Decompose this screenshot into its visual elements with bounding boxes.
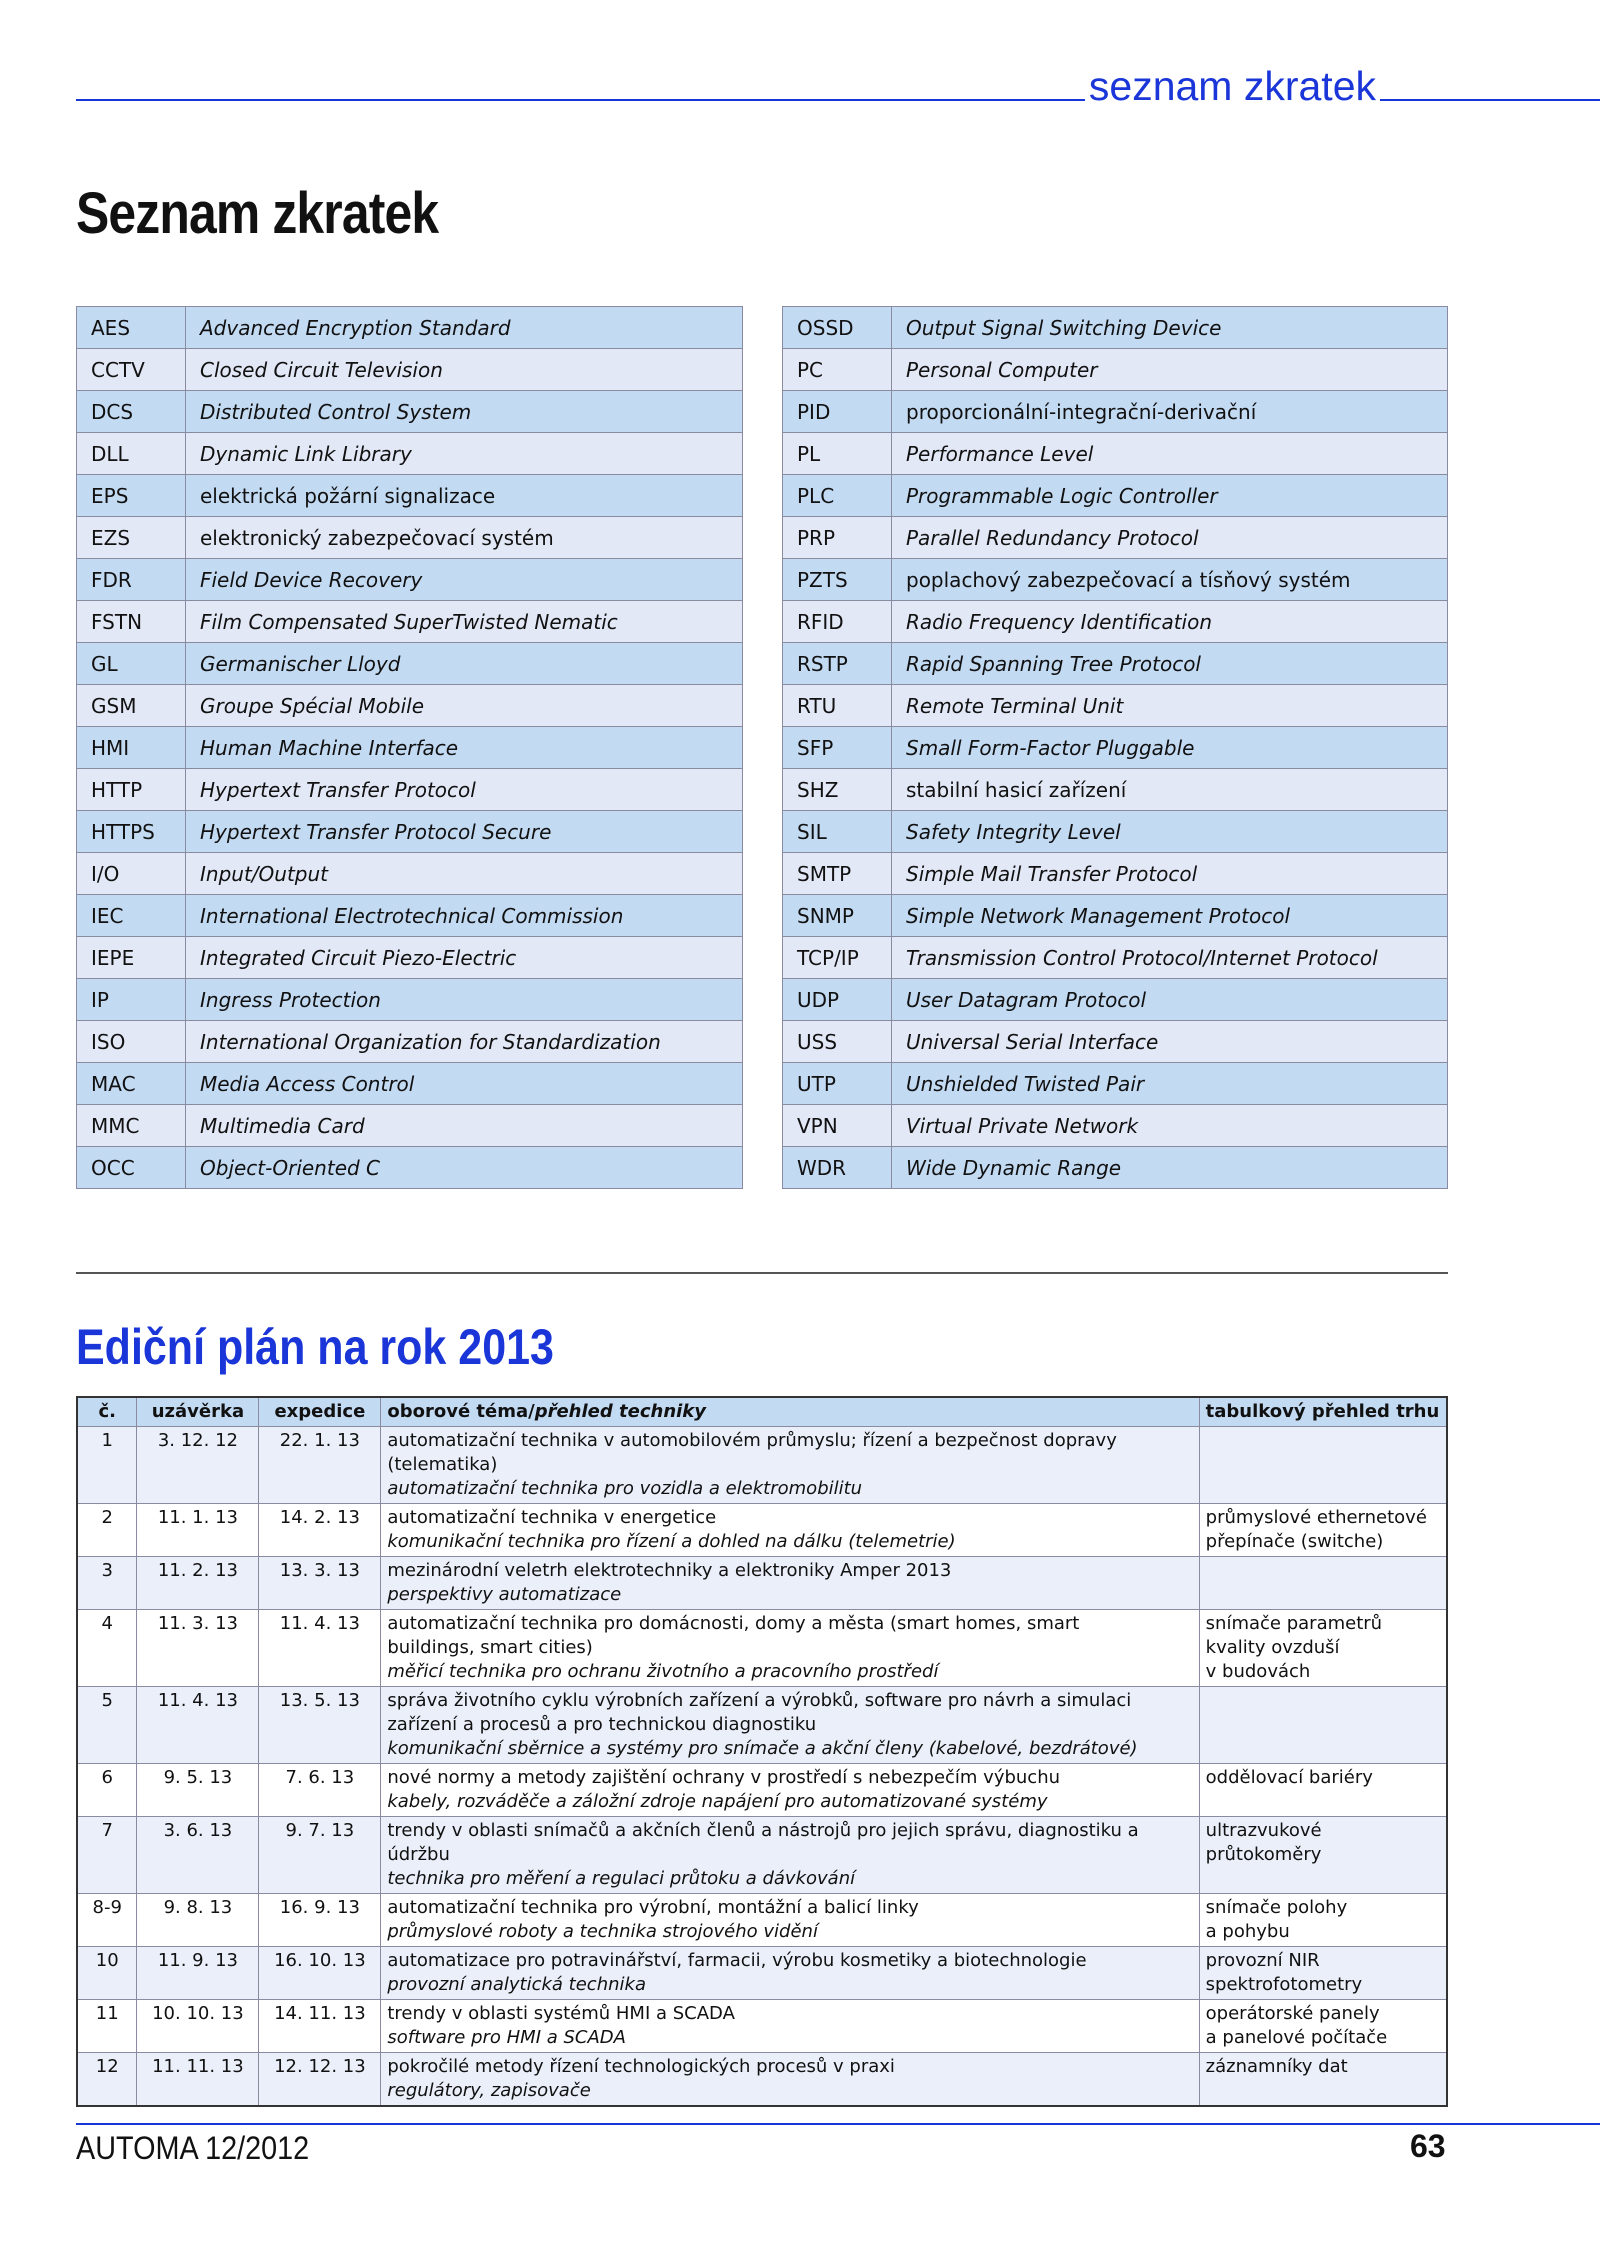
market-overview-line: průtokoměry — [1205, 1844, 1322, 1865]
abbreviation-meaning: Dynamic Link Library — [186, 433, 743, 475]
issue-number: 6 — [77, 1764, 137, 1817]
dispatch-date: 14. 2. 13 — [259, 1504, 381, 1557]
abbreviation-meaning: Radio Frequency Identification — [892, 601, 1448, 643]
abbreviation-row — [783, 559, 1448, 601]
abbreviation-row — [77, 1105, 743, 1147]
market-overview-cell — [1199, 2053, 1447, 2107]
abbreviation-row — [77, 349, 743, 391]
abbreviation-meaning: Unshielded Twisted Pair — [892, 1063, 1448, 1105]
abbreviation-row — [783, 643, 1448, 685]
abbreviation-code: TCP/IP — [783, 937, 892, 979]
abbreviation-row — [77, 769, 743, 811]
market-overview-line: průmyslové ethernetové — [1205, 1507, 1427, 1528]
abbreviation-meaning: Distributed Control System — [186, 391, 743, 433]
abbreviation-meaning: Human Machine Interface — [186, 727, 743, 769]
abbreviation-row — [783, 307, 1448, 349]
topic-cell — [381, 1817, 1199, 1894]
abbreviation-row — [77, 643, 743, 685]
abbreviation-row — [77, 433, 743, 475]
industry-topic-line: pokročilé metody řízení technologických procesů v praxi — [387, 2056, 895, 2077]
col-header-topic-italic: přehled techniky — [534, 1401, 707, 1422]
dispatch-date: 16. 10. 13 — [259, 1947, 381, 2000]
abbreviation-row — [783, 601, 1448, 643]
abbreviation-code: GSM — [77, 685, 186, 727]
abbreviation-meaning: Ingress Protection — [186, 979, 743, 1021]
abbreviation-meaning: International Electrotechnical Commission — [186, 895, 743, 937]
deadline-date: 11. 3. 13 — [137, 1610, 259, 1687]
market-overview-line: operátorské panely — [1205, 2003, 1380, 2024]
abbreviation-row — [77, 1021, 743, 1063]
industry-topic-line: zařízení a procesů a pro technickou diagnostiku — [387, 1714, 817, 1735]
industry-topic-line: automatizační technika pro domácnosti, domy a města (smart homes, smart — [387, 1613, 1080, 1634]
industry-topic-line: trendy v oblasti systémů HMI a SCADA — [387, 2003, 735, 2024]
abbreviation-meaning: Advanced Encryption Standard — [186, 307, 743, 349]
abbreviation-row — [783, 1147, 1448, 1189]
abbreviation-row — [783, 349, 1448, 391]
abbreviation-row — [783, 475, 1448, 517]
abbreviation-meaning: Safety Integrity Level — [892, 811, 1448, 853]
abbreviation-code: RSTP — [783, 643, 892, 685]
topic-cell — [381, 1610, 1199, 1687]
topic-cell — [381, 1764, 1199, 1817]
topic-cell — [381, 2053, 1199, 2107]
issue-number: 2 — [77, 1504, 137, 1557]
abbreviation-meaning: Universal Serial Interface — [892, 1021, 1448, 1063]
abbreviation-code: HMI — [77, 727, 186, 769]
topic-cell — [381, 1427, 1199, 1504]
abbreviation-meaning: Virtual Private Network — [892, 1105, 1448, 1147]
abbreviation-meaning: Groupe Spécial Mobile — [186, 685, 743, 727]
abbreviation-row — [783, 1063, 1448, 1105]
market-overview-line: snímače polohy — [1205, 1897, 1348, 1918]
abbreviation-meaning: elektrická požární signalizace — [186, 475, 743, 517]
abbreviation-code: PL — [783, 433, 892, 475]
col-header-topic-main: oborové téma/ — [387, 1401, 535, 1422]
abbreviation-meaning: elektronický zabezpečovací systém — [186, 517, 743, 559]
technology-overview: kabely, rozváděče a záložní zdroje napájení pro automatizované systémy — [387, 1791, 1048, 1812]
page-title: Seznam zkratek — [76, 181, 439, 246]
plan-row — [77, 1504, 1447, 1557]
abbreviation-meaning: Transmission Control Protocol/Internet Protocol — [892, 937, 1448, 979]
plan-title: Ediční plán na rok 2013 — [76, 1319, 554, 1375]
abbreviation-meaning: Field Device Recovery — [186, 559, 743, 601]
abbreviation-meaning: Output Signal Switching Device — [892, 307, 1448, 349]
abbreviation-meaning: Closed Circuit Television — [186, 349, 743, 391]
abbreviation-code: HTTP — [77, 769, 186, 811]
abbreviation-row — [783, 895, 1448, 937]
abbreviation-meaning: proporcionální-integrační-derivační — [892, 391, 1448, 433]
abbreviation-row — [783, 811, 1448, 853]
market-overview-cell — [1199, 2000, 1447, 2053]
plan-row — [77, 2000, 1447, 2053]
abbreviation-code: MMC — [77, 1105, 186, 1147]
abbreviation-row — [77, 307, 743, 349]
deadline-date: 11. 4. 13 — [137, 1687, 259, 1764]
deadline-date: 3. 6. 13 — [137, 1817, 259, 1894]
abbreviation-row — [783, 1105, 1448, 1147]
abbreviation-row — [783, 517, 1448, 559]
industry-topic-line: automatizace pro potravinářství, farmacii, výrobu kosmetiky a biotechnologie — [387, 1950, 1087, 1971]
abbreviation-row — [77, 937, 743, 979]
technology-overview: komunikační technika pro řízení a dohled na dálku (telemetrie) — [387, 1531, 956, 1552]
col-header-overview: tabulkový přehled trhu — [1199, 1397, 1447, 1427]
plan-row — [77, 2053, 1447, 2107]
abbreviation-meaning: Personal Computer — [892, 349, 1448, 391]
abbreviation-code: FSTN — [77, 601, 186, 643]
abbreviation-row — [77, 895, 743, 937]
abbreviation-meaning: Wide Dynamic Range — [892, 1147, 1448, 1189]
abbreviation-row — [77, 853, 743, 895]
abbreviation-code: OCC — [77, 1147, 186, 1189]
abbreviation-table-right — [782, 306, 1448, 1189]
deadline-date: 9. 8. 13 — [137, 1894, 259, 1947]
technology-overview: měřicí technika pro ochranu životního a pracovního prostředí — [387, 1661, 939, 1682]
abbreviation-code: VPN — [783, 1105, 892, 1147]
market-overview-line: oddělovací bariéry — [1205, 1767, 1373, 1788]
dispatch-date: 14. 11. 13 — [259, 2000, 381, 2053]
issue-number: 3 — [77, 1557, 137, 1610]
market-overview-cell — [1199, 1817, 1447, 1894]
market-overview-line: a panelové počítače — [1205, 2027, 1388, 2048]
abbreviation-code: EPS — [77, 475, 186, 517]
abbreviation-meaning: Hypertext Transfer Protocol Secure — [186, 811, 743, 853]
abbreviation-meaning: Multimedia Card — [186, 1105, 743, 1147]
abbreviation-row — [77, 517, 743, 559]
deadline-date: 3. 12. 12 — [137, 1427, 259, 1504]
dispatch-date: 9. 7. 13 — [259, 1817, 381, 1894]
topic-cell — [381, 1504, 1199, 1557]
market-overview-line: a pohybu — [1205, 1921, 1290, 1942]
dispatch-date: 11. 4. 13 — [259, 1610, 381, 1687]
technology-overview: provozní analytická technika — [387, 1974, 646, 1995]
abbreviation-table-left — [76, 306, 743, 1189]
abbreviation-code: IP — [77, 979, 186, 1021]
market-overview-line: provozní NIR — [1205, 1950, 1320, 1971]
abbreviation-code: SMTP — [783, 853, 892, 895]
abbreviation-meaning: Film Compensated SuperTwisted Nematic — [186, 601, 743, 643]
issue-number: 5 — [77, 1687, 137, 1764]
abbreviation-code: EZS — [77, 517, 186, 559]
issue-number: 1 — [77, 1427, 137, 1504]
abbreviation-row — [783, 727, 1448, 769]
topic-cell — [381, 2000, 1199, 2053]
abbreviation-row — [783, 769, 1448, 811]
abbreviation-meaning: Remote Terminal Unit — [892, 685, 1448, 727]
market-overview-line: snímače parametrů — [1205, 1613, 1383, 1634]
technology-overview: technika pro měření a regulaci průtoku a dávkování — [387, 1868, 856, 1889]
market-overview-line: spektrofotometry — [1205, 1974, 1363, 1995]
abbreviation-code: IEC — [77, 895, 186, 937]
col-header-topic — [381, 1397, 1199, 1427]
abbreviation-meaning: Parallel Redundancy Protocol — [892, 517, 1448, 559]
industry-topic-line: nové normy a metody zajištění ochrany v prostředí s nebezpečím výbuchu — [387, 1767, 1061, 1788]
abbreviation-row — [77, 559, 743, 601]
topic-cell — [381, 1894, 1199, 1947]
abbreviation-row — [783, 685, 1448, 727]
abbreviation-meaning: Programmable Logic Controller — [892, 475, 1448, 517]
issue-number: 12 — [77, 2053, 137, 2107]
abbreviation-code: UDP — [783, 979, 892, 1021]
dispatch-date: 13. 3. 13 — [259, 1557, 381, 1610]
market-overview-cell — [1199, 1504, 1447, 1557]
market-overview-line: ultrazvukové — [1205, 1820, 1322, 1841]
abbreviation-row — [783, 979, 1448, 1021]
industry-topic-line: automatizační technika v automobilovém průmyslu; řízení a bezpečnost dopravy (telematika) — [387, 1430, 1117, 1475]
market-overview-line: přepínače (switche) — [1205, 1531, 1384, 1552]
abbreviation-row — [783, 391, 1448, 433]
abbreviation-code: OSSD — [783, 307, 892, 349]
col-header-deadline: uzávěrka — [137, 1397, 259, 1427]
abbreviation-code: PLC — [783, 475, 892, 517]
issue-number: 11 — [77, 2000, 137, 2053]
issue-number: 4 — [77, 1610, 137, 1687]
topic-cell — [381, 1947, 1199, 2000]
dispatch-date: 22. 1. 13 — [259, 1427, 381, 1504]
page-number: 63 — [1410, 2128, 1446, 2164]
abbreviation-code: PID — [783, 391, 892, 433]
issue-number: 10 — [77, 1947, 137, 2000]
abbreviation-code: DLL — [77, 433, 186, 475]
market-overview-cell — [1199, 1687, 1447, 1764]
technology-overview: perspektivy automatizace — [387, 1584, 622, 1605]
technology-overview: regulátory, zapisovače — [387, 2080, 591, 2101]
issue-number: 8-9 — [77, 1894, 137, 1947]
market-overview-cell — [1199, 1427, 1447, 1504]
market-overview-line: v budovách — [1205, 1661, 1311, 1682]
industry-topic-line: automatizační technika v energetice — [387, 1507, 717, 1528]
col-header-dispatch: expedice — [259, 1397, 381, 1427]
abbreviation-meaning: Germanischer Lloyd — [186, 643, 743, 685]
technology-overview: průmyslové roboty a technika strojového vidění — [387, 1921, 818, 1942]
technology-overview: komunikační sběrnice a systémy pro snímače a akční členy (kabelové, bezdrátové) — [387, 1738, 1138, 1759]
market-overview-cell — [1199, 1947, 1447, 2000]
plan-row — [77, 1764, 1447, 1817]
abbreviation-code: DCS — [77, 391, 186, 433]
section-divider — [76, 1272, 1448, 1274]
abbreviation-meaning: Rapid Spanning Tree Protocol — [892, 643, 1448, 685]
abbreviation-meaning: International Organization for Standardization — [186, 1021, 743, 1063]
plan-row — [77, 1610, 1447, 1687]
abbreviation-meaning: Hypertext Transfer Protocol — [186, 769, 743, 811]
abbreviation-code: SNMP — [783, 895, 892, 937]
plan-row — [77, 1817, 1447, 1894]
abbreviation-code: IEPE — [77, 937, 186, 979]
abbreviation-code: PC — [783, 349, 892, 391]
deadline-date: 11. 9. 13 — [137, 1947, 259, 2000]
industry-topic-line: trendy v oblasti snímačů a akčních členů a nástrojů pro jejich správu, diagnostiku a údržbu — [387, 1820, 1139, 1865]
abbreviation-code: USS — [783, 1021, 892, 1063]
abbreviation-code: FDR — [77, 559, 186, 601]
abbreviation-row — [77, 475, 743, 517]
abbreviation-meaning: poplachový zabezpečovací a tísňový systém — [892, 559, 1448, 601]
abbreviation-code: SFP — [783, 727, 892, 769]
market-overview-cell — [1199, 1894, 1447, 1947]
section-tag: seznam zkratek — [1085, 66, 1380, 107]
abbreviation-row — [77, 727, 743, 769]
abbreviation-code: GL — [77, 643, 186, 685]
industry-topic-line: mezinárodní veletrh elektrotechniky a elektroniky Amper 2013 — [387, 1560, 952, 1581]
abbreviation-row — [77, 979, 743, 1021]
col-header-num: č. — [77, 1397, 137, 1427]
abbreviation-code: I/O — [77, 853, 186, 895]
abbreviation-row — [77, 391, 743, 433]
abbreviation-row — [783, 853, 1448, 895]
dispatch-date: 13. 5. 13 — [259, 1687, 381, 1764]
abbreviation-code: PRP — [783, 517, 892, 559]
plan-row — [77, 1894, 1447, 1947]
magazine-issue: AUTOMA 12/2012 — [76, 2130, 310, 2166]
abbreviation-meaning: stabilní hasicí zařízení — [892, 769, 1448, 811]
abbreviation-code: CCTV — [77, 349, 186, 391]
abbreviation-code: RTU — [783, 685, 892, 727]
abbreviation-meaning: Media Access Control — [186, 1063, 743, 1105]
abbreviation-code: RFID — [783, 601, 892, 643]
market-overview-cell — [1199, 1557, 1447, 1610]
abbreviation-code: HTTPS — [77, 811, 186, 853]
market-overview-cell — [1199, 1610, 1447, 1687]
technology-overview: software pro HMI a SCADA — [387, 2027, 626, 2048]
plan-row — [77, 1947, 1447, 2000]
abbreviation-meaning: Input/Output — [186, 853, 743, 895]
abbreviation-code: WDR — [783, 1147, 892, 1189]
abbreviation-row — [77, 811, 743, 853]
plan-row — [77, 1687, 1447, 1764]
technology-overview: automatizační technika pro vozidla a elektromobilitu — [387, 1478, 863, 1499]
abbreviation-row — [77, 601, 743, 643]
market-overview-line: záznamníky dat — [1205, 2056, 1348, 2077]
abbreviation-meaning: Performance Level — [892, 433, 1448, 475]
abbreviation-meaning: Small Form-Factor Pluggable — [892, 727, 1448, 769]
edition-plan-table — [76, 1396, 1448, 2107]
issue-number: 7 — [77, 1817, 137, 1894]
deadline-date: 11. 11. 13 — [137, 2053, 259, 2107]
market-overview-line: kvality ovzduší — [1205, 1637, 1340, 1658]
abbreviation-code: ISO — [77, 1021, 186, 1063]
abbreviation-row — [783, 433, 1448, 475]
abbreviation-code: AES — [77, 307, 186, 349]
industry-topic-line: automatizační technika pro výrobní, montážní a balicí linky — [387, 1897, 919, 1918]
abbreviation-row — [783, 1021, 1448, 1063]
industry-topic-line: buildings, smart cities) — [387, 1637, 593, 1658]
plan-header-row — [77, 1397, 1447, 1427]
abbreviation-meaning: Simple Network Management Protocol — [892, 895, 1448, 937]
dispatch-date: 12. 12. 13 — [259, 2053, 381, 2107]
footer-rule — [76, 2123, 1600, 2125]
abbreviation-row — [77, 1147, 743, 1189]
abbreviation-row — [77, 685, 743, 727]
deadline-date: 11. 1. 13 — [137, 1504, 259, 1557]
plan-row — [77, 1557, 1447, 1610]
abbreviation-code: SIL — [783, 811, 892, 853]
deadline-date: 10. 10. 13 — [137, 2000, 259, 2053]
industry-topic-line: správa životního cyklu výrobních zařízení a výrobků, software pro návrh a simulaci — [387, 1690, 1132, 1711]
abbreviation-meaning: Integrated Circuit Piezo-Electric — [186, 937, 743, 979]
topic-cell — [381, 1557, 1199, 1610]
abbreviation-code: UTP — [783, 1063, 892, 1105]
deadline-date: 9. 5. 13 — [137, 1764, 259, 1817]
abbreviation-row — [783, 937, 1448, 979]
abbreviation-meaning: User Datagram Protocol — [892, 979, 1448, 1021]
abbreviation-row — [77, 1063, 743, 1105]
abbreviation-code: PZTS — [783, 559, 892, 601]
plan-row — [77, 1427, 1447, 1504]
topic-cell — [381, 1687, 1199, 1764]
market-overview-cell — [1199, 1764, 1447, 1817]
abbreviation-meaning: Object-Oriented C — [186, 1147, 743, 1189]
abbreviation-meaning: Simple Mail Transfer Protocol — [892, 853, 1448, 895]
abbreviation-code: SHZ — [783, 769, 892, 811]
deadline-date: 11. 2. 13 — [137, 1557, 259, 1610]
dispatch-date: 16. 9. 13 — [259, 1894, 381, 1947]
dispatch-date: 7. 6. 13 — [259, 1764, 381, 1817]
abbreviation-code: MAC — [77, 1063, 186, 1105]
